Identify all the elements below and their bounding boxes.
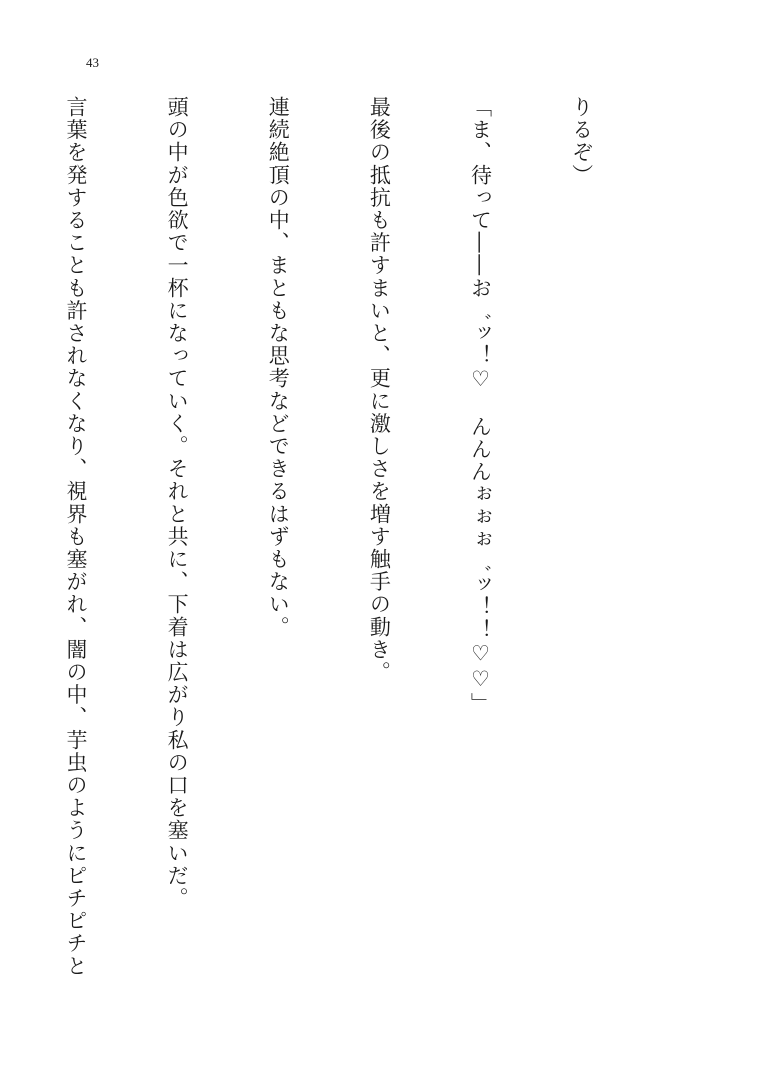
text-line: 言葉を発することも許されなくなり、視界も塞がれ、闇の中、芋虫のようにピチピチと <box>64 96 89 978</box>
page-number: 43 <box>86 55 99 70</box>
text-line: 連続絶頂の中、まともな思考などできるはずもない。 <box>266 96 291 639</box>
text-line: 頭の中が色欲で一杯になっていく。それと共に、下着は広がり私の口を塞いだ。 <box>165 96 190 910</box>
body-text <box>0 96 665 996</box>
text-line: りるぞ） <box>569 96 594 187</box>
dialogue-line: 「ま、待って――お゛ッ！♡ んんんぉぉぉ゛ッ！！♡♡」 <box>468 96 493 716</box>
text-line: 最後の抵抗も許すまいと、更に激しさを増す触手の動き。 <box>367 96 392 684</box>
